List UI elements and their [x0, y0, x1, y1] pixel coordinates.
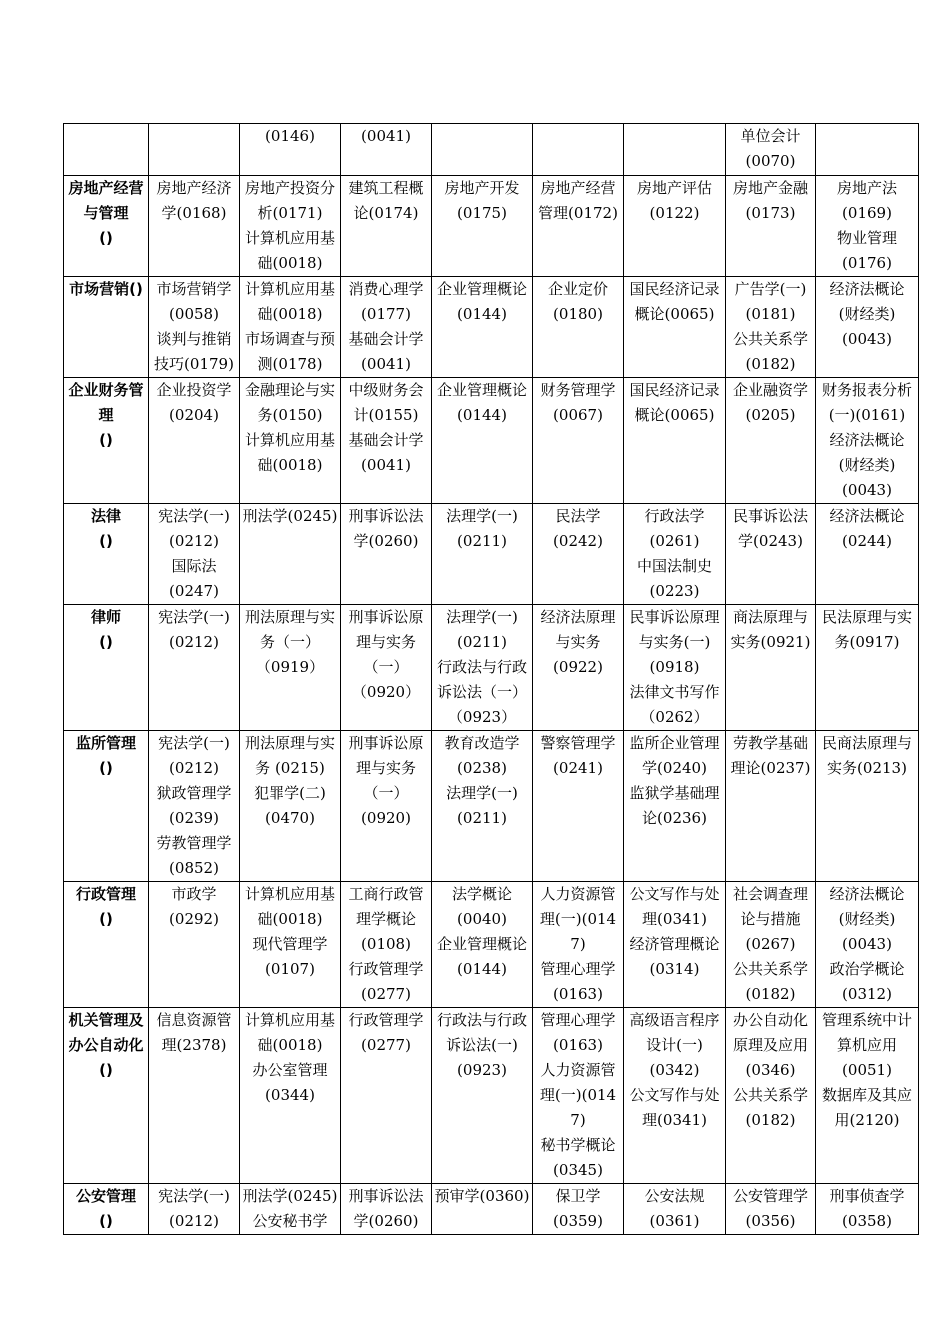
course-cell: 管理心理学 (0163) 人力资源管 理(一)(0147) 秘书学概论 (0345)	[533, 1008, 624, 1184]
course-cell: 企业管理概论 (0144)	[432, 277, 533, 378]
course-cell: 企业投资学 (0204)	[149, 378, 240, 504]
course-schedule-sheet	[63, 123, 918, 1235]
course-cell: 预审学(0360)	[432, 1184, 533, 1235]
course-cell: 刑事侦查学 (0358)	[816, 1184, 919, 1235]
course-cell: 企业融资学 (0205)	[726, 378, 816, 504]
course-cell: 广告学(一) (0181) 公共关系学 (0182)	[726, 277, 816, 378]
course-cell: 教育改造学 (0238) 法理学(一) (0211)	[432, 731, 533, 882]
course-cell: 计算机应用基 础(0018) 现代管理学 (0107)	[240, 882, 341, 1008]
course-cell: 监所企业管理 学(0240) 监狱学基础理 论(0236)	[624, 731, 726, 882]
course-cell: 法理学(一) (0211)	[432, 504, 533, 605]
course-cell	[533, 124, 624, 176]
course-cell: 民法学 (0242)	[533, 504, 624, 605]
course-cell: 办公自动化 原理及应用 (0346) 公共关系学 (0182)	[726, 1008, 816, 1184]
course-cell: 社会调查理 论与措施 (0267) 公共关系学 (0182)	[726, 882, 816, 1008]
course-cell: 宪法学(一) (0212) 国际法 (0247)	[149, 504, 240, 605]
table-row	[64, 1008, 919, 1184]
course-cell: 警察管理学 (0241)	[533, 731, 624, 882]
course-cell: 单位会计 (0070)	[726, 124, 816, 176]
course-cell: 国民经济记录 概论(0065)	[624, 378, 726, 504]
course-cell: 民事诉讼法 学(0243)	[726, 504, 816, 605]
course-cell: 经济法原理 与实务 (0922)	[533, 605, 624, 731]
course-cell: 工商行政管 理学概论 (0108) 行政管理学 (0277)	[341, 882, 432, 1008]
course-table	[63, 123, 919, 1235]
course-cell: 消费心理学 (0177) 基础会计学 (0041)	[341, 277, 432, 378]
course-cell: 宪法学(一) (0212) 狱政管理学 (0239) 劳教管理学 (0852)	[149, 731, 240, 882]
major-name-cell: 企业财务管 理 ()	[64, 378, 149, 504]
course-cell: 市政学 (0292)	[149, 882, 240, 1008]
table-row	[64, 277, 919, 378]
course-cell: 刑事诉讼原 理与实务 （一） （0920）	[341, 605, 432, 731]
major-name-cell: 机关管理及 办公自动化 ()	[64, 1008, 149, 1184]
major-name-cell: 房地产经营 与管理 ()	[64, 176, 149, 277]
course-cell: 行政法学 (0261) 中国法制史 (0223)	[624, 504, 726, 605]
course-cell: 房地产评估 (0122)	[624, 176, 726, 277]
course-cell: 建筑工程概 论(0174)	[341, 176, 432, 277]
course-cell: 宪法学(一) (0212)	[149, 1184, 240, 1235]
course-cell: 行政法与行政 诉讼法(一) (0923)	[432, 1008, 533, 1184]
course-cell: 信息资源管 理(2378)	[149, 1008, 240, 1184]
course-cell: 企业管理概论 (0144)	[432, 378, 533, 504]
major-name-cell: 律师 ()	[64, 605, 149, 731]
table-row	[64, 605, 919, 731]
table-row	[64, 504, 919, 605]
course-cell: 金融理论与实 务(0150) 计算机应用基 础(0018)	[240, 378, 341, 504]
table-row	[64, 731, 919, 882]
course-cell: 企业定价 (0180)	[533, 277, 624, 378]
course-cell: 财务报表分析 (一)(0161) 经济法概论 (财经类) (0043)	[816, 378, 919, 504]
course-cell: 法理学(一) (0211) 行政法与行政 诉讼法（一） （0923）	[432, 605, 533, 731]
course-cell: 刑法原理与实 务（一） （0919）	[240, 605, 341, 731]
course-cell: 经济法概论 (财经类) (0043) 政治学概论 (0312)	[816, 882, 919, 1008]
course-cell: 人力资源管 理(一)(0147) 管理心理学 (0163)	[533, 882, 624, 1008]
course-cell: 刑法学(0245)	[240, 504, 341, 605]
course-cell: 公安管理学 (0356)	[726, 1184, 816, 1235]
table-row	[64, 1184, 919, 1235]
table-row	[64, 882, 919, 1008]
major-name-cell	[64, 124, 149, 176]
course-cell: 刑事诉讼法 学(0260)	[341, 504, 432, 605]
course-cell: 刑事诉讼法 学(0260)	[341, 1184, 432, 1235]
course-cell: 房地产经营 管理(0172)	[533, 176, 624, 277]
major-name-cell: 监所管理 ()	[64, 731, 149, 882]
course-cell	[816, 124, 919, 176]
major-name-cell: 公安管理 ()	[64, 1184, 149, 1235]
course-cell: 保卫学 (0359)	[533, 1184, 624, 1235]
course-cell: 经济法概论 (0244)	[816, 504, 919, 605]
course-cell: 民法原理与实 务(0917)	[816, 605, 919, 731]
course-cell: 公安法规 (0361)	[624, 1184, 726, 1235]
major-name-cell: 市场营销()	[64, 277, 149, 378]
course-cell: 房地产金融 (0173)	[726, 176, 816, 277]
course-cell: 房地产投资分 析(0171) 计算机应用基 础(0018)	[240, 176, 341, 277]
table-row	[64, 124, 919, 176]
course-cell: 经济法概论 (财经类) (0043)	[816, 277, 919, 378]
course-cell	[432, 124, 533, 176]
course-cell: 计算机应用基 础(0018) 办公室管理 (0344)	[240, 1008, 341, 1184]
course-cell: 中级财务会 计(0155) 基础会计学 (0041)	[341, 378, 432, 504]
course-cell: 管理系统中计 算机应用 (0051) 数据库及其应 用(2120)	[816, 1008, 919, 1184]
major-name-cell: 法律 ()	[64, 504, 149, 605]
course-cell: 宪法学(一) (0212)	[149, 605, 240, 731]
course-cell: 计算机应用基 础(0018) 市场调查与预 测(0178)	[240, 277, 341, 378]
course-cell: (0146)	[240, 124, 341, 176]
course-cell: 国民经济记录 概论(0065)	[624, 277, 726, 378]
course-cell: 公文写作与处 理(0341) 经济管理概论 (0314)	[624, 882, 726, 1008]
course-cell: 行政管理学 (0277)	[341, 1008, 432, 1184]
course-cell: 房地产开发 (0175)	[432, 176, 533, 277]
course-cell: 刑法原理与实 务 (0215) 犯罪学(二) (0470)	[240, 731, 341, 882]
table-row	[64, 378, 919, 504]
course-cell: 高级语言程序 设计(一) (0342) 公文写作与处 理(0341)	[624, 1008, 726, 1184]
major-name-cell: 行政管理 ()	[64, 882, 149, 1008]
course-cell: 民商法原理与 实务(0213)	[816, 731, 919, 882]
course-cell: 劳教学基础 理论(0237)	[726, 731, 816, 882]
course-cell: 商法原理与 实务(0921)	[726, 605, 816, 731]
course-cell: 市场营销学 (0058) 谈判与推销 技巧(0179)	[149, 277, 240, 378]
course-cell: 法学概论 (0040) 企业管理概论 (0144)	[432, 882, 533, 1008]
course-cell: 刑事诉讼原 理与实务 （一） (0920)	[341, 731, 432, 882]
table-row	[64, 176, 919, 277]
course-cell: 财务管理学 (0067)	[533, 378, 624, 504]
course-cell: 民事诉讼原理 与实务(一) (0918) 法律文书写作 （0262）	[624, 605, 726, 731]
course-cell	[624, 124, 726, 176]
course-cell: 房地产法 (0169) 物业管理 (0176)	[816, 176, 919, 277]
course-cell	[149, 124, 240, 176]
course-cell: 房地产经济 学(0168)	[149, 176, 240, 277]
course-cell: 刑法学(0245) 公安秘书学	[240, 1184, 341, 1235]
course-cell: (0041)	[341, 124, 432, 176]
